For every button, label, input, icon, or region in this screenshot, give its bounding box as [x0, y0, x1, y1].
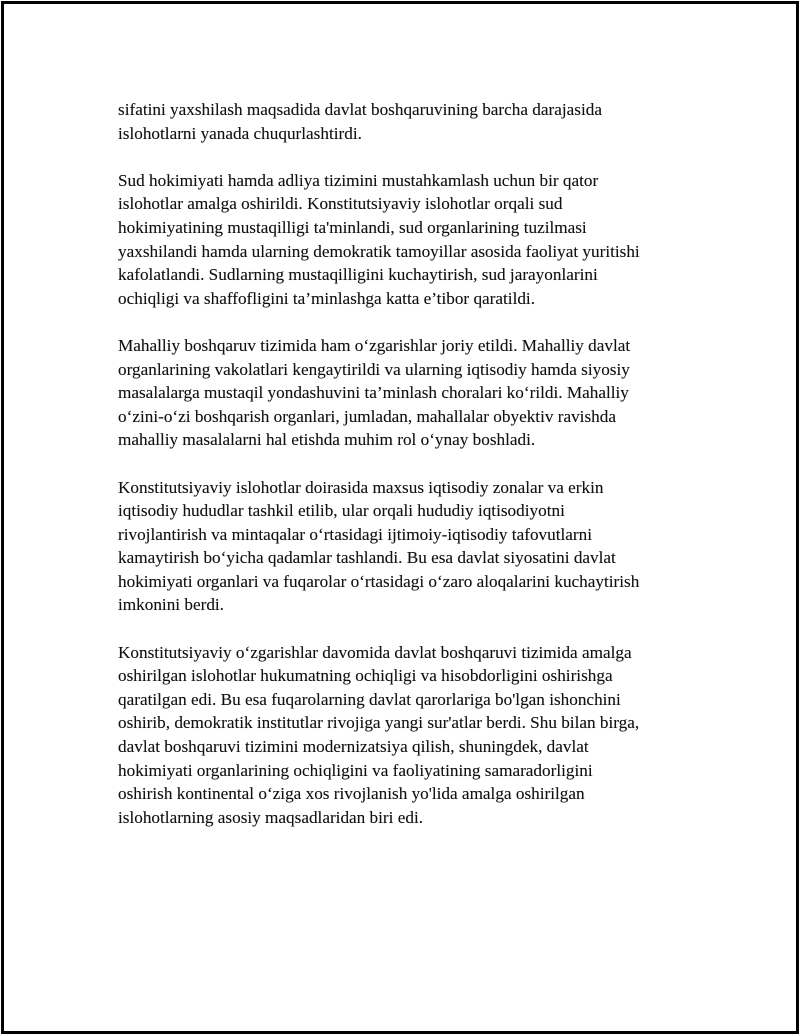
text-line: iqtisodiy hududlar tashkil etilib, ular orqali hududiy iqtisodiyotni [118, 501, 565, 521]
text-line: islohotlarni yanada chuqurlashtirdi. [118, 123, 362, 143]
text-line: Konstitutsiyaviy islohotlar doirasida maxsus iqtisodiy zonalar va erkin [118, 477, 604, 497]
text-line: sifatini yaxshilash maqsadida davlat boshqaruvining barcha darajasida [118, 100, 602, 119]
text-line: davlat boshqaruvi tizimini modernizatsiya qilish, shuningdek, davlat [118, 737, 589, 757]
text-line: kamaytirish bo‘yicha qadamlar tashlandi. Bu esa davlat siyosatini davlat [118, 548, 616, 568]
text-line: qaratilgan edi. Bu esa fuqarolarning davlat qarorlariga bo'lgan ishonchini [118, 689, 621, 709]
text-line: imkonini berdi. [118, 595, 224, 615]
page-border [1, 1, 799, 1034]
text-line: islohotlarning asosiy maqsadlaridan biri edi. [118, 807, 424, 827]
text-line: islohotlar amalga oshirildi. Konstitutsiyaviy islohotlar orqali sud [118, 194, 563, 214]
paragraph-4 [118, 476, 718, 618]
text-line: Konstitutsiyaviy o‘zgarishlar davomida davlat boshqaruvi tizimida amalga [118, 642, 632, 662]
text-line: mahalliy masalalarni hal etishda muhim rol o‘ynay boshladi. [118, 430, 536, 450]
paragraph-2 [118, 169, 718, 311]
text-line: Mahalliy boshqaruv tizimida ham o‘zgarishlar joriy etildi. Mahalliy davlat [118, 335, 631, 355]
text-line: organlarining vakolatlari kengaytirildi va ularning iqtisodiy hamda siyosiy [118, 359, 630, 379]
text-line: hokimiyati organlarining ochiqligini va faoliyatining samaradorligini [118, 760, 593, 780]
text-line: rivojlantirish va mintaqalar o‘rtasidagi ijtimoiy-iqtisodiy tafovutlarni [118, 524, 592, 544]
text-line: masalalarga mustaqil yondashuvini ta’minlash choralari ko‘rildi. Mahalliy [118, 383, 629, 403]
text-line: oshirib, demokratik institutlar rivojiga yangi sur'atlar berdi. Shu bilan birga, [118, 713, 640, 733]
paragraph-3 [118, 334, 718, 452]
text-line: kafolatlandi. Sudlarning mustaqilligini kuchaytirish, sud jarayonlarini [118, 265, 598, 285]
text-line: o‘zini-o‘zi boshqarish organlari, jumladan, mahallalar obyektiv ravishda [118, 406, 616, 426]
text-line: hokimiyatining mustaqilligi ta'minlandi, sud organlarining tuzilmasi [118, 217, 587, 237]
text-line: hokimiyati organlari va fuqarolar o‘rtasidagi o‘zaro aloqalarini kuchaytirish [118, 571, 640, 591]
text-line: ochiqligi va shaffofligini ta’minlashga katta e’tibor qaratildi. [118, 288, 536, 308]
text-line: yaxshilandi hamda ularning demokratik tamoyillar asosida faoliyat yuritishi [118, 241, 640, 261]
paragraph-1 [118, 98, 718, 145]
text-line: oshirish kontinental o‘ziga xos rivojlanish yo'lida amalga oshirilgan [118, 784, 585, 804]
document-body [118, 98, 718, 853]
text-line: Sud hokimiyati hamda adliya tizimini mustahkamlash uchun bir qator [118, 170, 599, 190]
text-line: oshirilgan islohotlar hukumatning ochiqligi va hisobdorligini oshirishga [118, 666, 613, 686]
paragraph-5 [118, 641, 718, 830]
